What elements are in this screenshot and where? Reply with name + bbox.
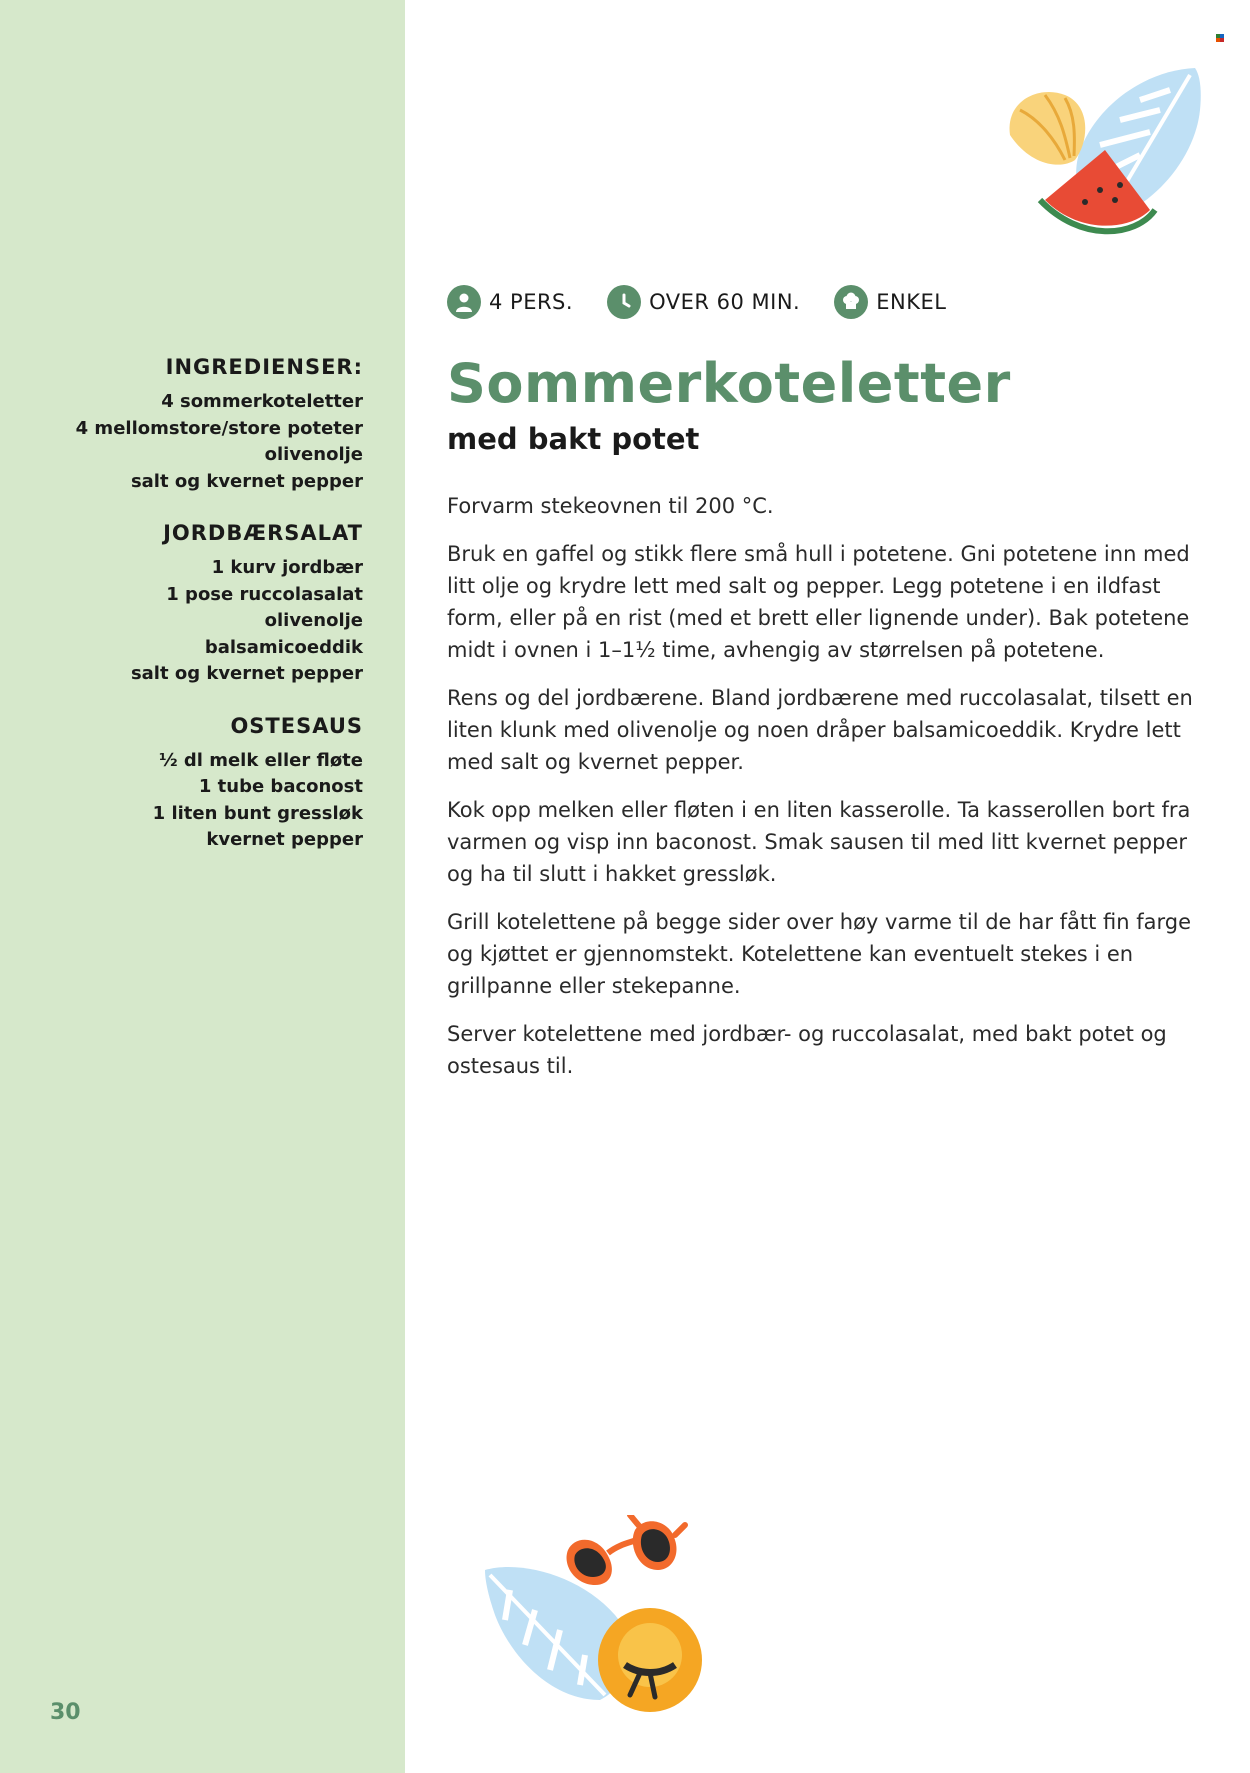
recipe-step: Forvarm stekeovnen til 200 °C. [447,494,774,518]
summer-decoration-top [1000,60,1210,250]
ingredient-item: kvernet pepper [206,829,363,850]
ingredient-item: olivenolje [264,444,363,465]
salad-list [40,555,363,688]
ingredient-item: ½ dl melk eller fløte [158,749,363,771]
difficulty [834,285,946,319]
cooking-time [607,285,800,319]
ingredients-column [40,355,363,880]
ingredient-item: olivenolje [264,610,363,631]
salad-heading: JORDBÆRSALAT [163,521,363,545]
recipe-step: Kok opp melken eller fløten i en liten kasserolle. Ta kasserollen bort fra varmen og visp inn baconost. Smak sausen til med litt kvernet pepper og ha til slutt i hakket gressløk. [447,798,1191,886]
ingredients-sidebar [0,0,405,1773]
ingredient-item: 1 kurv jordbær [211,557,363,578]
sunglasses-icon [567,1515,685,1585]
recipe-meta [447,285,980,319]
recipe-step: Bruk en gaffel og stikk flere små hull i potetene. Gni potetene inn med litt olje og krydre lett med salt og pepper. Legg potetene i en ildfast form, eller på en rist (med et brett eller lignende under). Bak potetene midt i ovnen i 1–1½ time, avhengig av størrelsen på potetene. [447,542,1190,662]
person-icon [447,285,481,319]
recipe-subtitle: med bakt potet [447,422,700,456]
time-label: OVER 60 MIN. [649,290,801,314]
ingredient-item: 4 sommerkoteletter [161,391,363,412]
ingredients-heading: INGREDIENSER: [165,355,363,379]
print-marks-icon [1216,34,1224,42]
recipe-step: Rens og del jordbærene. Bland jordbærene med ruccolasalat, tilsett en liten klunk med olivenolje og noen dråper balsamicoeddik. Krydre lett med salt og kvernet pepper. [447,686,1193,774]
chef-hat-icon [834,285,868,319]
ingredients-list [40,389,363,495]
sauce-list [40,748,363,854]
ingredient-item: salt og kvernet pepper [130,663,363,684]
recipe-steps [447,490,1207,1098]
recipe-title: Sommerkoteletter [447,352,1011,415]
sun-hat-icon [598,1608,702,1712]
ingredient-item: 1 liten bunt gressløk [152,802,363,824]
summer-decoration-bottom [480,1515,760,1715]
page-number: 30 [50,1700,81,1725]
ingredient-item: salt og kvernet pepper [130,470,363,492]
difficulty-label: ENKEL [876,290,947,314]
seashell-icon [1010,92,1086,165]
recipe-step: Grill kotelettene på begge sider over høy varme til de har fått fin farge og kjøttet er gjennomstekt. Kotelettene kan eventuelt stekes i en grillpanne eller stekepanne. [447,910,1192,998]
servings [447,285,573,319]
servings-label: 4 PERS. [489,290,574,314]
ingredient-item: 1 pose ruccolasalat [166,583,363,605]
clock-icon [607,285,641,319]
recipe-step: Server kotelettene med jordbær- og ruccolasalat, med bakt potet og ostesaus til. [447,1022,1167,1078]
ingredient-item: balsamicoeddik [204,636,363,658]
ingredient-item: 1 tube baconost [198,776,363,797]
sauce-heading: OSTESAUS [230,713,363,738]
ingredient-item: 4 mellomstore/store poteter [75,417,363,439]
